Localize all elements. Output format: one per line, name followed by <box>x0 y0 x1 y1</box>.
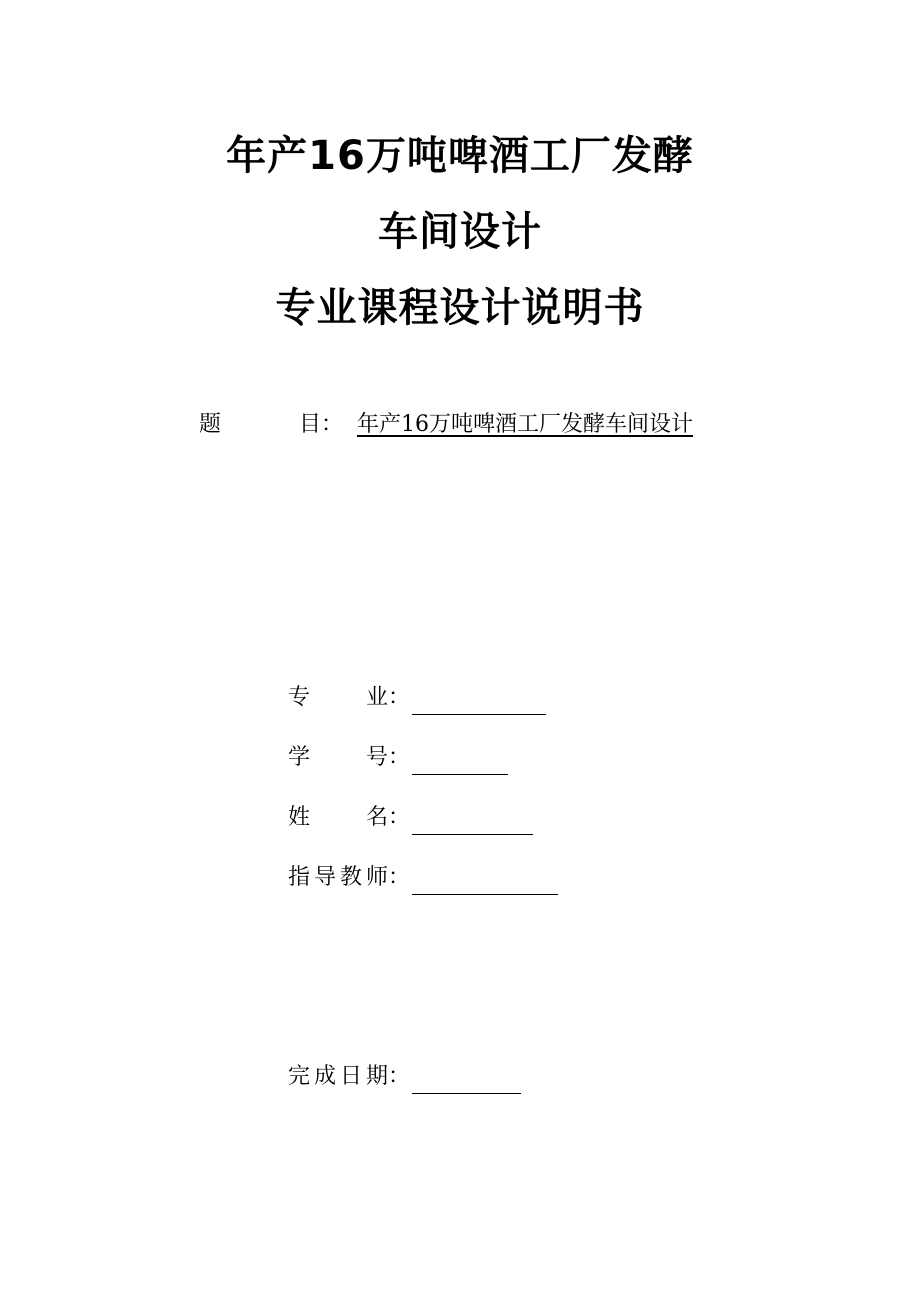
name-label: 姓 名 <box>288 805 388 830</box>
student-id-blank <box>412 748 508 775</box>
student-id-colon: ： <box>388 745 411 770</box>
completion-date-colon: ： <box>388 1064 411 1089</box>
document-title <box>0 118 920 346</box>
major-colon: ： <box>388 685 411 710</box>
major-label: 专 业 <box>288 685 388 710</box>
advisor-field <box>288 861 558 895</box>
advisor-label: 指导教师 <box>288 865 388 890</box>
title-line-2: 车间设计 <box>378 209 542 255</box>
subject-row <box>199 408 693 442</box>
advisor-colon: ： <box>388 865 411 890</box>
completion-date-field <box>288 1060 521 1094</box>
subject-value: 年产16万吨啤酒工厂发酵车间设计 <box>357 412 694 437</box>
title-line-1: 年产16万吨啤酒工厂发酵 <box>226 133 694 179</box>
advisor-blank <box>412 868 558 895</box>
major-blank <box>412 688 546 715</box>
student-id-field <box>288 741 508 775</box>
major-field <box>288 681 546 715</box>
student-id-label: 学 号 <box>288 745 388 770</box>
name-field <box>288 801 533 835</box>
subject-colon: ： <box>321 412 344 437</box>
completion-date-label: 完成日期 <box>288 1064 388 1089</box>
subject-label: 题 目 <box>199 412 321 437</box>
name-blank <box>412 808 533 835</box>
title-line-3: 专业课程设计说明书 <box>275 285 645 331</box>
name-colon: ： <box>388 805 411 830</box>
completion-date-blank <box>412 1067 521 1094</box>
